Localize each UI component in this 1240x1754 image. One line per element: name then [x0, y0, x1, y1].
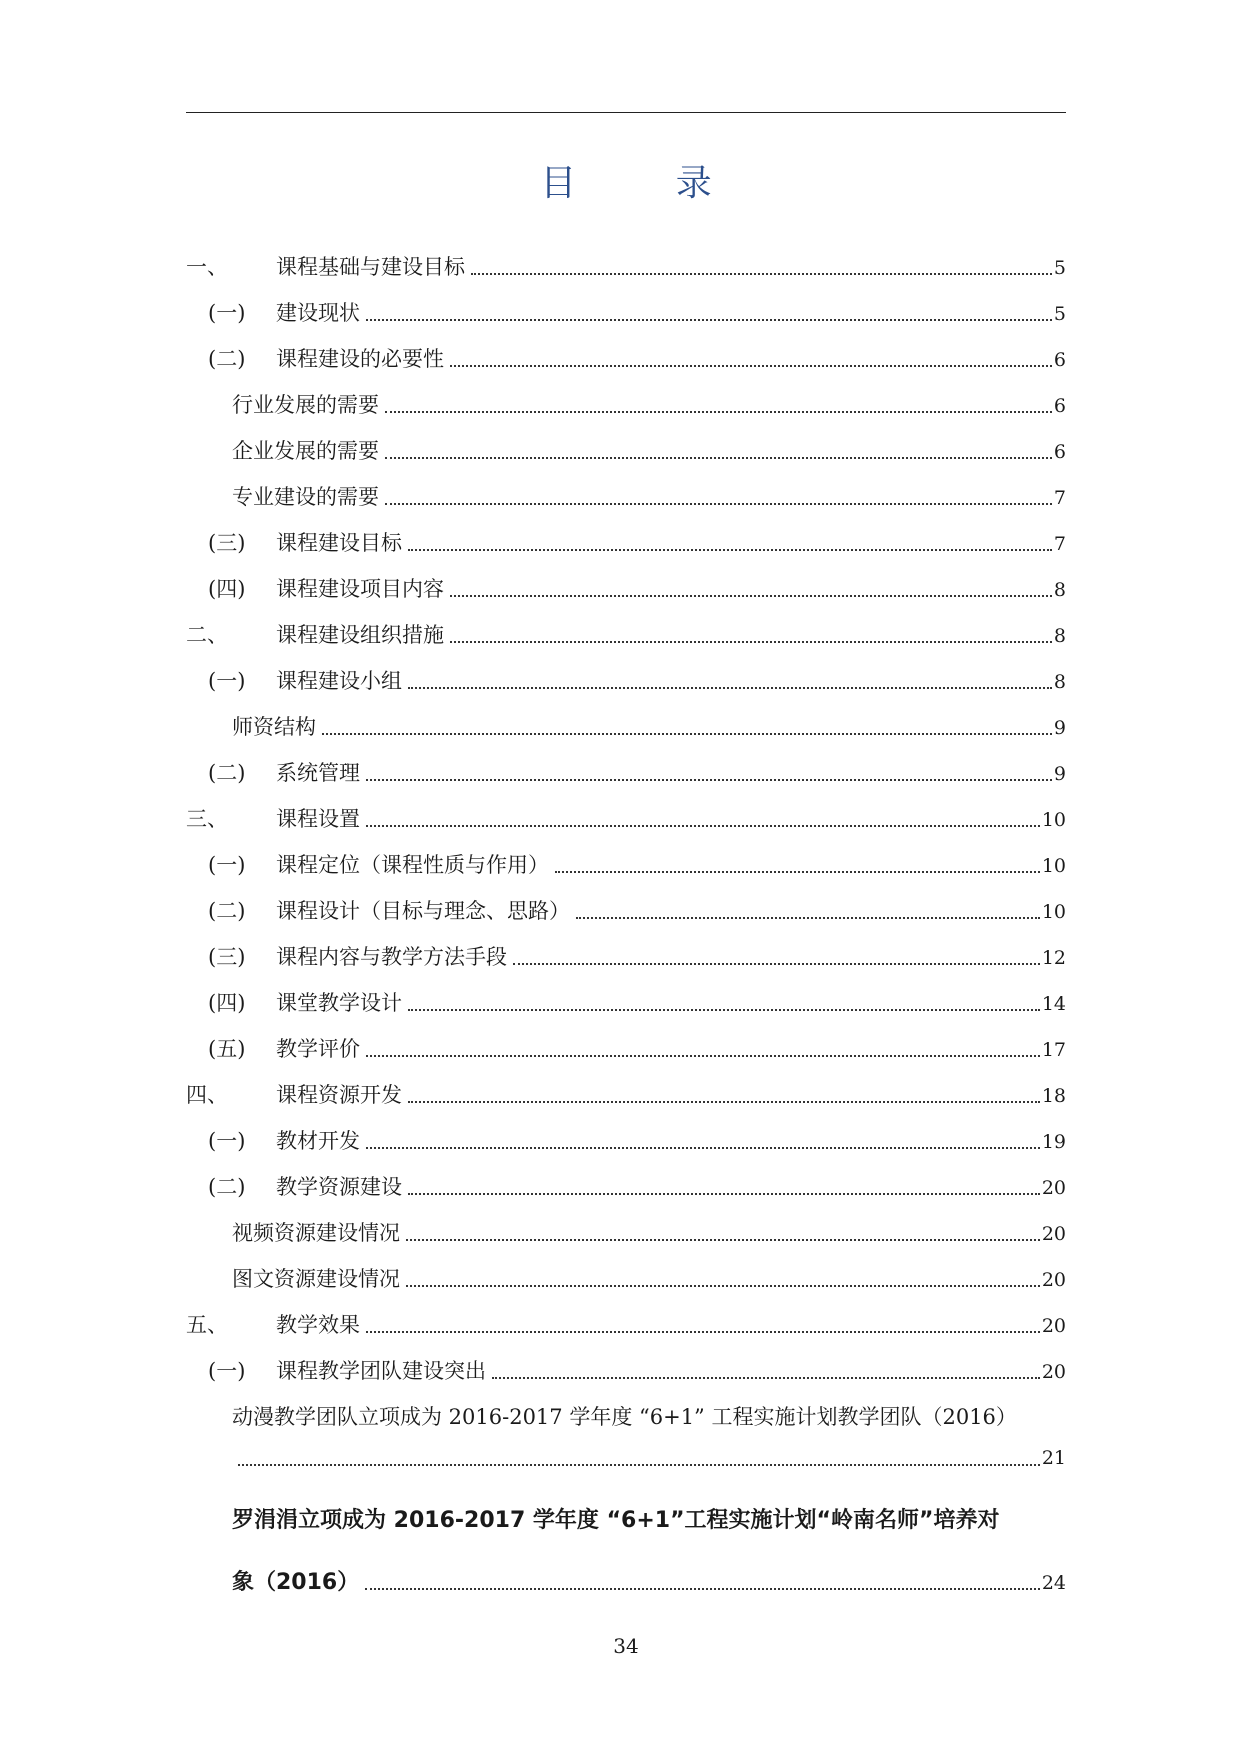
toc-entry[interactable]	[186, 842, 1066, 888]
toc-entry[interactable]	[186, 336, 1066, 382]
toc-entry-label: 象（2016）	[232, 1570, 360, 1595]
toc-entry[interactable]	[186, 658, 1066, 704]
header-rule	[186, 112, 1066, 113]
toc-entry[interactable]	[186, 290, 1066, 336]
dot-leader	[385, 502, 1052, 505]
toc-entry-label: 课程建设项目内容	[276, 577, 444, 601]
toc-entry-number: (三)	[208, 531, 246, 555]
dot-leader	[366, 318, 1052, 321]
toc-entry-label: 系统管理	[276, 761, 360, 785]
toc-entry[interactable]	[186, 796, 1066, 842]
dot-leader	[408, 1192, 1040, 1195]
toc-entry-label: 课程建设的必要性	[276, 347, 444, 371]
toc-entry-label: 课程基础与建设目标	[276, 255, 465, 279]
toc-page-number: 10	[1041, 855, 1066, 877]
toc-entry-number: (二)	[208, 899, 246, 923]
toc-entry-label: 课程建设小组	[276, 669, 402, 693]
toc-page-number: 6	[1053, 441, 1066, 463]
dot-leader	[322, 732, 1052, 735]
toc-entry-number: 三、	[186, 807, 228, 831]
dot-leader	[365, 1587, 1040, 1590]
toc-entry-label: 视频资源建设情况	[232, 1221, 400, 1245]
toc-entry[interactable]	[186, 1072, 1066, 1118]
toc-entry[interactable]	[186, 428, 1066, 474]
dot-leader	[366, 1054, 1040, 1057]
toc-page-number: 5	[1053, 303, 1066, 325]
toc-page-number: 12	[1041, 947, 1066, 969]
dot-leader	[238, 1463, 1040, 1466]
toc-page-number: 24	[1041, 1572, 1066, 1594]
toc-entry[interactable]	[186, 612, 1066, 658]
toc-entry[interactable]	[186, 704, 1066, 750]
toc-entry-label: 课堂教学设计	[276, 991, 402, 1015]
dot-leader	[408, 548, 1052, 551]
toc-entry[interactable]	[186, 1348, 1066, 1394]
toc-entry-label: 建设现状	[276, 301, 360, 325]
toc-entry[interactable]	[186, 520, 1066, 566]
dot-leader	[450, 640, 1052, 643]
page-title: 目 录	[540, 163, 756, 204]
toc-entry-label: 课程建设组织措施	[276, 623, 444, 647]
table-of-contents	[186, 244, 1066, 1605]
toc-entry-label: 师资结构	[232, 715, 316, 739]
toc-entry[interactable]	[186, 382, 1066, 428]
dot-leader	[513, 962, 1040, 965]
toc-entry-long-2-cont[interactable]	[186, 1561, 1066, 1605]
toc-entry[interactable]	[186, 1026, 1066, 1072]
toc-entry-label: 教学评价	[276, 1037, 360, 1061]
toc-entry-number: 一、	[186, 255, 228, 279]
dot-leader	[385, 456, 1052, 459]
toc-entry-label: 课程资源开发	[276, 1083, 402, 1107]
toc-page-number: 14	[1041, 993, 1066, 1015]
toc-page-number: 10	[1041, 809, 1066, 831]
toc-page-number: 8	[1053, 625, 1066, 647]
dot-leader	[366, 778, 1052, 781]
toc-entry-number: (一)	[208, 1129, 246, 1153]
dot-leader	[406, 1284, 1040, 1287]
toc-page-number: 19	[1041, 1131, 1066, 1153]
toc-page-number: 6	[1053, 395, 1066, 417]
toc-entry[interactable]	[186, 244, 1066, 290]
toc-entry-number: (二)	[208, 347, 246, 371]
dot-leader	[366, 1330, 1040, 1333]
toc-page-number: 20	[1041, 1315, 1066, 1337]
toc-entry-long-1-line1[interactable]: 动漫教学团队立项成为 2016-2017 学年度 “6+1” 工程实施计划教学团队（2016）	[232, 1405, 1017, 1429]
dot-leader	[450, 364, 1052, 367]
dot-leader	[408, 686, 1052, 689]
toc-entry[interactable]	[186, 1164, 1066, 1210]
toc-entry-number: (二)	[208, 1175, 246, 1199]
toc-page-number: 8	[1053, 579, 1066, 601]
toc-page-number: 6	[1053, 349, 1066, 371]
toc-entry-number: (一)	[208, 1359, 246, 1383]
toc-page-number: 21	[1041, 1447, 1066, 1469]
toc-entry[interactable]	[186, 934, 1066, 980]
page-number: 34	[613, 1634, 639, 1658]
toc-entry[interactable]	[186, 888, 1066, 934]
toc-entry[interactable]	[186, 1256, 1066, 1302]
toc-entry-number: (一)	[208, 301, 246, 325]
toc-entries	[186, 244, 1066, 1394]
toc-entry-label: 课程定位（课程性质与作用）	[276, 853, 549, 877]
toc-entry-label: 企业发展的需要	[232, 439, 379, 463]
toc-page-number: 10	[1041, 901, 1066, 923]
dot-leader	[555, 870, 1040, 873]
toc-entry-number: (四)	[208, 577, 246, 601]
toc-page-number: 8	[1053, 671, 1066, 693]
toc-page-number: 5	[1053, 257, 1066, 279]
toc-page-number: 17	[1041, 1039, 1066, 1061]
toc-entry-label: 行业发展的需要	[232, 393, 379, 417]
toc-entry-number: (一)	[208, 853, 246, 877]
toc-entry-number: (二)	[208, 761, 246, 785]
toc-entry-number: (四)	[208, 991, 246, 1015]
dot-leader	[385, 410, 1052, 413]
toc-entry-number: (五)	[208, 1037, 246, 1061]
toc-entry[interactable]	[186, 980, 1066, 1026]
toc-entry-number: (一)	[208, 669, 246, 693]
dot-leader	[492, 1376, 1040, 1379]
dot-leader	[408, 1008, 1040, 1011]
toc-entry-label: 教学效果	[276, 1313, 360, 1337]
toc-entry-label: 专业建设的需要	[232, 485, 379, 509]
dot-leader	[576, 916, 1040, 919]
dot-leader	[406, 1238, 1040, 1241]
toc-entry-label: 课程建设目标	[276, 531, 402, 555]
toc-entry-number: 五、	[186, 1313, 228, 1337]
dot-leader	[450, 594, 1052, 597]
toc-entry-label: 教学资源建设	[276, 1175, 402, 1199]
toc-entry-label: 课程设置	[276, 807, 360, 831]
toc-page-number: 20	[1041, 1269, 1066, 1291]
toc-entry[interactable]	[186, 1210, 1066, 1256]
dot-leader	[471, 272, 1052, 275]
toc-entry[interactable]	[186, 566, 1066, 612]
toc-entry-long-2-line1[interactable]: 罗涓涓立项成为 2016-2017 学年度 “6+1”工程实施计划“岭南名师”培养对	[232, 1508, 1000, 1533]
toc-entry[interactable]	[186, 474, 1066, 520]
toc-page-number: 9	[1053, 717, 1066, 739]
toc-page-number: 7	[1053, 533, 1066, 555]
toc-entry-label: 课程教学团队建设突出	[276, 1359, 486, 1383]
toc-page-number: 18	[1041, 1085, 1066, 1107]
toc-entry-label: 图文资源建设情况	[232, 1267, 400, 1291]
toc-entry-number: 二、	[186, 623, 228, 647]
toc-page-number: 20	[1041, 1177, 1066, 1199]
toc-page-number: 9	[1053, 763, 1066, 785]
toc-entry-label: 课程内容与教学方法手段	[276, 945, 507, 969]
toc-entry[interactable]	[186, 1302, 1066, 1348]
toc-page-number: 20	[1041, 1223, 1066, 1245]
dot-leader	[366, 824, 1040, 827]
toc-entry-label: 教材开发	[276, 1129, 360, 1153]
toc-entry-number: (三)	[208, 945, 246, 969]
toc-page-number: 7	[1053, 487, 1066, 509]
toc-entry-label: 课程设计（目标与理念、思路）	[276, 899, 570, 923]
toc-entry[interactable]	[186, 1118, 1066, 1164]
toc-entry[interactable]	[186, 750, 1066, 796]
dot-leader	[408, 1100, 1040, 1103]
toc-entry-long-1-cont[interactable]	[186, 1435, 1066, 1481]
dot-leader	[366, 1146, 1040, 1149]
toc-entry-number: 四、	[186, 1083, 228, 1107]
toc-page-number: 20	[1041, 1361, 1066, 1383]
